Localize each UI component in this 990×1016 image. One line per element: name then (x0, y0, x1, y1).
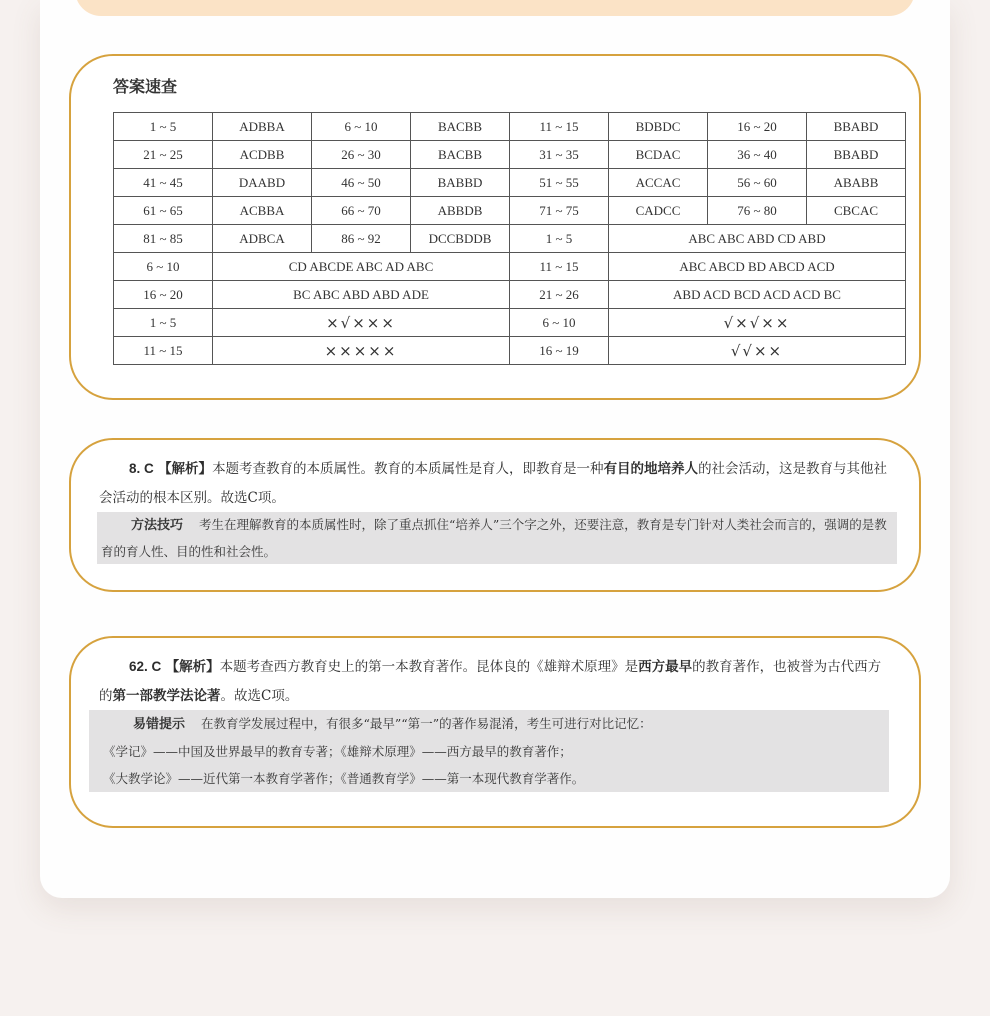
answer-cell: 51 ~ 55 (510, 169, 609, 197)
answer-cell: BABBD (411, 169, 510, 197)
answer-cell: BACBB (411, 141, 510, 169)
answer-cell: ABD ACD BCD ACD ACD BC (609, 281, 906, 309)
answer-cell: 41 ~ 45 (114, 169, 213, 197)
answer-cell: BC ABC ABD ABD ADE (213, 281, 510, 309)
answer-cell: 26 ~ 30 (312, 141, 411, 169)
answer-cell: 81 ~ 85 (114, 225, 213, 253)
answer-cell: ACDBB (213, 141, 312, 169)
answer-cell: 1 ~ 5 (114, 113, 213, 141)
answer-cell: BBABD (807, 141, 906, 169)
q62-text-a: 本题考查西方教育史上的第一本教育著作。昆体良的《雄辩术原理》是 (219, 659, 639, 675)
answer-cell: 16 ~ 19 (510, 337, 609, 365)
answer-cell: 11 ~ 15 (510, 253, 609, 281)
answer-cell: ××××× (213, 337, 510, 365)
answer-cell: 21 ~ 25 (114, 141, 213, 169)
answer-cell: 21 ~ 26 (510, 281, 609, 309)
q62-tip-line3: 《大教学论》——近代第一本教育学著作；《普通教育学》——第一本现代教育学著作。 (103, 771, 585, 786)
q62-tip-line2: 《学记》——中国及世界最早的教育专著；《雄辩术原理》——西方最早的教育著作； (103, 744, 572, 759)
answer-cell: 16 ~ 20 (708, 113, 807, 141)
answer-cell: 1 ~ 5 (510, 225, 609, 253)
answer-cell: 46 ~ 50 (312, 169, 411, 197)
q8-bold: 有目的地培养人 (603, 461, 699, 477)
answer-row (114, 141, 906, 169)
q8-number: 8. C (129, 461, 154, 476)
answer-cell: √×√×× (609, 309, 906, 337)
q62-tag: 【解析】 (165, 659, 220, 675)
answer-cell: 71 ~ 75 (510, 197, 609, 225)
answer-cell: ABABB (807, 169, 906, 197)
answer-row (114, 253, 906, 281)
answer-cell: ×√××× (213, 309, 510, 337)
answer-row (114, 169, 906, 197)
answer-row (114, 225, 906, 253)
answer-cell: CADCC (609, 197, 708, 225)
answer-cell: 76 ~ 80 (708, 197, 807, 225)
top-decorative-band (75, 0, 915, 16)
answer-cell: ADBBA (213, 113, 312, 141)
answer-cell: √√×× (609, 337, 906, 365)
answer-row (114, 281, 906, 309)
answer-cell: 31 ~ 35 (510, 141, 609, 169)
answer-cell: 16 ~ 20 (114, 281, 213, 309)
answer-cell: DCCBDDB (411, 225, 510, 253)
q62-text-b: 的教育著作，也被誉为古代西方的 (99, 659, 882, 704)
answer-cell: BBABD (807, 113, 906, 141)
q62-explanation (99, 652, 893, 711)
answer-cell: 36 ~ 40 (708, 141, 807, 169)
q8-tag: 【解析】 (158, 461, 213, 477)
answer-key-title: 答案速查 (113, 77, 178, 96)
answer-key-card (69, 54, 921, 400)
answer-cell: 6 ~ 10 (510, 309, 609, 337)
q62-tip-line1: 在教育学发展过程中，有很多“最早”“第一”的著作易混淆，考生可进行对比记忆： (201, 716, 652, 731)
answer-cell: BCDAC (609, 141, 708, 169)
answer-cell: BDBDC (609, 113, 708, 141)
q8-explanation (99, 454, 893, 513)
answer-key-table (113, 112, 906, 365)
answer-cell: 11 ~ 15 (114, 337, 213, 365)
q62-bold-a: 西方最早 (638, 659, 693, 675)
answer-cell: 61 ~ 65 (114, 197, 213, 225)
q62-tip-label: 易错提示 (133, 717, 186, 732)
answer-cell: CD ABCDE ABC AD ABC (213, 253, 510, 281)
q8-text-a: 本题考查教育的本质属性。教育的本质属性是育人，即教育是一种 (212, 461, 604, 477)
answer-cell: 11 ~ 15 (510, 113, 609, 141)
q62-number: 62. C (129, 659, 162, 674)
q62-tip-box (89, 710, 889, 792)
q8-text-b: 的社会活动，这是教育与其他社会活动的根本区别。故选C项。 (99, 461, 888, 506)
answer-cell: ACBBA (213, 197, 312, 225)
answer-row (114, 197, 906, 225)
q8-tip-label: 方法技巧 (131, 518, 184, 533)
answer-row (114, 113, 906, 141)
explanation-card-q8 (69, 438, 921, 592)
q62-bold-b: 第一部教学法论著 (112, 688, 221, 704)
explanation-card-q62 (69, 636, 921, 828)
answer-cell: ABC ABCD BD ABCD ACD (609, 253, 906, 281)
q62-text-c: 。故选C项。 (220, 688, 299, 704)
q8-tip-text: 考生在理解教育的本质属性时，除了重点抓住“培养人”三个字之外，还要注意，教育是专门针对人类社会而言的，强调的是教育的育人性、目的性和社会性。 (101, 517, 887, 559)
answer-cell: 6 ~ 10 (114, 253, 213, 281)
answer-cell: 1 ~ 5 (114, 309, 213, 337)
answer-cell: 6 ~ 10 (312, 113, 411, 141)
answer-cell: 56 ~ 60 (708, 169, 807, 197)
answer-cell: DAABD (213, 169, 312, 197)
q8-tip-box (97, 512, 897, 564)
answer-cell: CBCAC (807, 197, 906, 225)
answer-cell: ABC ABC ABD CD ABD (609, 225, 906, 253)
answer-cell: ADBCA (213, 225, 312, 253)
answer-cell: 66 ~ 70 (312, 197, 411, 225)
answer-row (114, 309, 906, 337)
answer-cell: ACCAC (609, 169, 708, 197)
answer-row (114, 337, 906, 365)
answer-cell: ABBDB (411, 197, 510, 225)
answer-cell: BACBB (411, 113, 510, 141)
answer-cell: 86 ~ 92 (312, 225, 411, 253)
